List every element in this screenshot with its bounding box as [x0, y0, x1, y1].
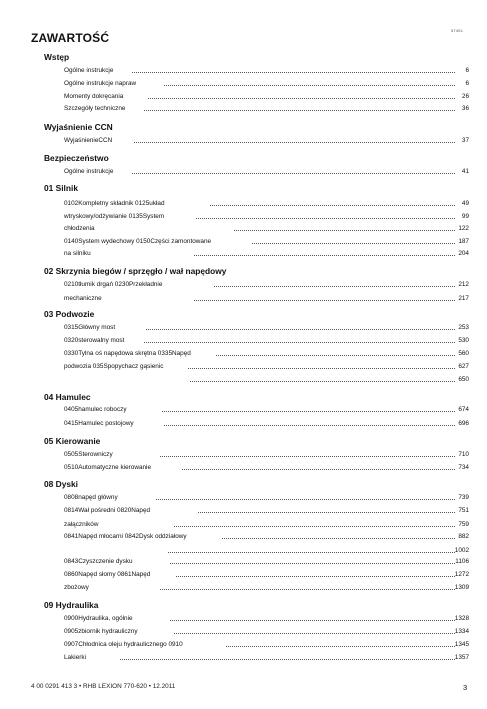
dot-leader	[174, 633, 455, 634]
dot-leader	[252, 243, 455, 244]
toc-entry-label: wtryskowy/odżywianie 0135System	[64, 213, 165, 220]
section-heading: 08 Dyski	[44, 479, 78, 489]
toc-entry-label: 0405hamulec roboczy	[64, 406, 127, 413]
toc-entry[interactable]	[64, 532, 469, 542]
dot-leader	[132, 173, 455, 174]
toc-entry-page: 187	[458, 238, 469, 245]
toc-entry[interactable]	[64, 294, 469, 304]
toc-entry[interactable]	[64, 520, 469, 530]
toc-entry-page: 882	[458, 533, 469, 540]
dot-leader	[162, 411, 455, 412]
toc-entry-label: 0102Kompletny składnik 0125układ	[64, 200, 165, 207]
dot-leader	[164, 425, 455, 426]
toc-entry-label: Ogólne instrukcje	[64, 168, 114, 175]
toc-entry-page: 1328	[454, 615, 469, 622]
toc-entry-page: 204	[458, 250, 469, 257]
toc-entry-page: 739	[458, 494, 469, 501]
toc-entry-label: Szczegóły techniczne	[64, 105, 126, 112]
toc-entry[interactable]	[64, 557, 469, 567]
toc-entry-page: 627	[458, 363, 469, 370]
toc-entry-label: 0814Wał pośredni 0820Napęd	[64, 507, 151, 514]
toc-entry[interactable]	[64, 375, 469, 385]
toc-entry-page: 734	[458, 464, 469, 471]
toc-entry[interactable]	[64, 92, 469, 102]
toc-entry-page: 122	[458, 225, 469, 232]
toc-entry[interactable]	[64, 349, 469, 359]
dot-leader	[194, 255, 455, 256]
section-heading: 05 Kierowanie	[44, 436, 101, 446]
dot-leader	[160, 456, 455, 457]
toc-entry-page: 650	[458, 376, 469, 383]
dot-leader	[160, 589, 455, 590]
dot-leader	[196, 218, 455, 219]
toc-entry-page: 99	[461, 213, 469, 220]
toc-entry-page: 217	[458, 295, 469, 302]
toc-entry-label: 0315Główny most	[64, 324, 116, 331]
toc-entry-label: 0841Napęd młocarni 0842Dysk oddziałowy	[64, 533, 187, 540]
toc-entry-page: 696	[458, 420, 469, 427]
toc-entry-page: 560	[458, 350, 469, 357]
toc-entry[interactable]	[64, 66, 469, 76]
dot-leader	[190, 381, 455, 382]
toc-entry-page: 1345	[454, 641, 469, 648]
toc-entry[interactable]	[64, 280, 469, 290]
toc-entry[interactable]	[64, 463, 469, 473]
toc-entry[interactable]	[64, 323, 469, 333]
dot-leader	[188, 368, 455, 369]
toc-entry[interactable]	[64, 653, 469, 663]
dot-leader	[170, 620, 455, 621]
toc-entry[interactable]	[64, 506, 469, 516]
toc-entry-label: mechaniczne	[64, 295, 102, 302]
toc-entry-page: 26	[461, 93, 469, 100]
toc-entry-page: 6	[465, 67, 469, 74]
toc-entry-label: 0907Chłodnica oleju hydraulicznego 0910	[64, 641, 183, 648]
toc-entry-label: 0140System wydechowy 0150Części zamontowane	[64, 238, 212, 245]
toc-entry[interactable]	[64, 583, 469, 593]
document-code: 57451	[451, 28, 464, 33]
toc-entry-page: 253	[458, 324, 469, 331]
toc-entry[interactable]	[64, 493, 469, 503]
toc-entry-page: 751	[458, 507, 469, 514]
toc-entry-label: 0905zbiornik hydrauliczny	[64, 628, 138, 635]
section-heading: 09 Hydraulika	[44, 600, 99, 610]
toc-entry-label: 0320sterowalny most	[64, 337, 125, 344]
dot-leader	[210, 205, 455, 206]
toc-entry-label: podwozia 035Spopychacz gąsienic	[64, 363, 164, 370]
toc-entry-page: 1309	[454, 584, 469, 591]
toc-entry-page: 1106	[455, 558, 469, 565]
toc-entry-page: 710	[458, 451, 469, 458]
toc-entry-label: Ogólne instrukcje	[64, 67, 114, 74]
dot-leader	[222, 538, 455, 539]
toc-entry[interactable]	[64, 224, 469, 234]
dot-leader	[214, 286, 455, 287]
toc-entry-page: 1357	[454, 654, 469, 661]
page-number: 3	[463, 683, 468, 692]
dot-leader	[132, 72, 455, 73]
toc-entry-label: chłodzenia	[64, 225, 95, 232]
toc-entry-label: na silniku	[64, 250, 91, 257]
dot-leader	[144, 110, 455, 111]
dot-leader	[182, 469, 455, 470]
section-heading: 01 Silnik	[44, 183, 78, 193]
toc-entry[interactable]	[64, 614, 469, 624]
dot-leader	[216, 355, 455, 356]
section-heading: Bezpieczeństwo	[44, 153, 109, 163]
toc-entry[interactable]	[64, 79, 469, 89]
toc-entry-label: Ogólne instrukcje napraw	[64, 80, 137, 87]
dot-leader	[134, 142, 455, 143]
toc-entry[interactable]	[64, 419, 469, 429]
dot-leader	[170, 563, 455, 564]
toc-entry[interactable]	[64, 167, 469, 177]
dot-leader	[164, 85, 455, 86]
toc-entry[interactable]	[64, 212, 469, 222]
toc-entry-page: 49	[461, 200, 469, 207]
toc-entry[interactable]	[64, 362, 469, 372]
dot-leader	[146, 329, 455, 330]
toc-entry[interactable]	[64, 199, 469, 209]
dot-leader	[226, 646, 455, 647]
section-heading: 04 Hamulec	[44, 392, 91, 402]
toc-entry-label: 0415Hamulec postojowy	[64, 420, 134, 427]
toc-entry[interactable]	[64, 570, 469, 580]
toc-entry-label: 0510Automatyczne kierowanie	[64, 464, 152, 471]
toc-entry-page: 759	[458, 521, 469, 528]
toc-entry-label: 0330Tylna oś napędowa skrętna 0335Napęd	[64, 350, 191, 357]
section-heading: Wyjaśnienie CCN	[44, 122, 113, 132]
toc-entry-label: WyjaśnienieCCN	[64, 137, 113, 144]
toc-entry[interactable]	[64, 640, 469, 650]
toc-entry-page: 530	[458, 337, 469, 344]
toc-entry[interactable]	[64, 104, 469, 114]
toc-entry[interactable]	[64, 249, 469, 259]
toc-entry-page: 41	[461, 168, 469, 175]
toc-entry-label: 0808napęd główny	[64, 494, 118, 501]
toc-entry[interactable]	[64, 237, 469, 247]
toc-entry-page: 36	[461, 105, 469, 112]
toc-entry-label: 0860Napęd słomy 0861Napęd	[64, 571, 151, 578]
toc-entry-page: 1334	[454, 628, 469, 635]
toc-entry-label: Lakierki	[64, 654, 87, 661]
page-title: ZAWARTOŚĆ	[31, 31, 110, 45]
footer-text: 4 00 0291 413 3 • RHB LEXION 770-620 • 12.2011	[31, 683, 176, 690]
toc-entry-label: 0843Czyszczenie dysku	[64, 558, 133, 565]
toc-entry[interactable]	[64, 627, 469, 637]
toc-entry-label: zbożowy	[64, 584, 89, 591]
toc-entry-label: Momenty dokręcania	[64, 93, 124, 100]
toc-entry-page: 37	[461, 137, 469, 144]
toc-entry[interactable]	[64, 136, 469, 146]
dot-leader	[148, 98, 455, 99]
dot-leader	[156, 499, 455, 500]
section-heading: 03 Podwozie	[44, 309, 95, 319]
toc-entry-page: 1272	[454, 571, 469, 578]
toc-entry[interactable]	[64, 336, 469, 346]
dot-leader	[176, 576, 455, 577]
toc-entry-label: 0505Sterowniczy	[64, 451, 113, 458]
dot-leader	[168, 552, 455, 553]
dot-leader	[198, 512, 455, 513]
toc-entry-page: 1002	[454, 547, 469, 554]
section-heading: 02 Skrzynia biegów / sprzęgło / wał napędowy	[44, 266, 227, 276]
toc-entry-page: 674	[458, 406, 469, 413]
toc-entry-page: 212	[458, 281, 469, 288]
toc-entry[interactable]	[64, 546, 469, 556]
dot-leader	[120, 659, 455, 660]
dot-leader	[144, 342, 455, 343]
toc-entry-label: załączników	[64, 521, 99, 528]
dot-leader	[234, 230, 455, 231]
section-heading: Wstęp	[44, 52, 70, 62]
dot-leader	[174, 526, 455, 527]
toc-entry-page: 6	[465, 80, 469, 87]
toc-entry-label: 0210tłumik drgań 0230Przekładnie	[64, 281, 163, 288]
dot-leader	[194, 300, 455, 301]
toc-entry-label: 0900Hydraulika, ogólnie	[64, 615, 133, 622]
toc-entry[interactable]	[64, 405, 469, 415]
toc-entry[interactable]	[64, 450, 469, 460]
